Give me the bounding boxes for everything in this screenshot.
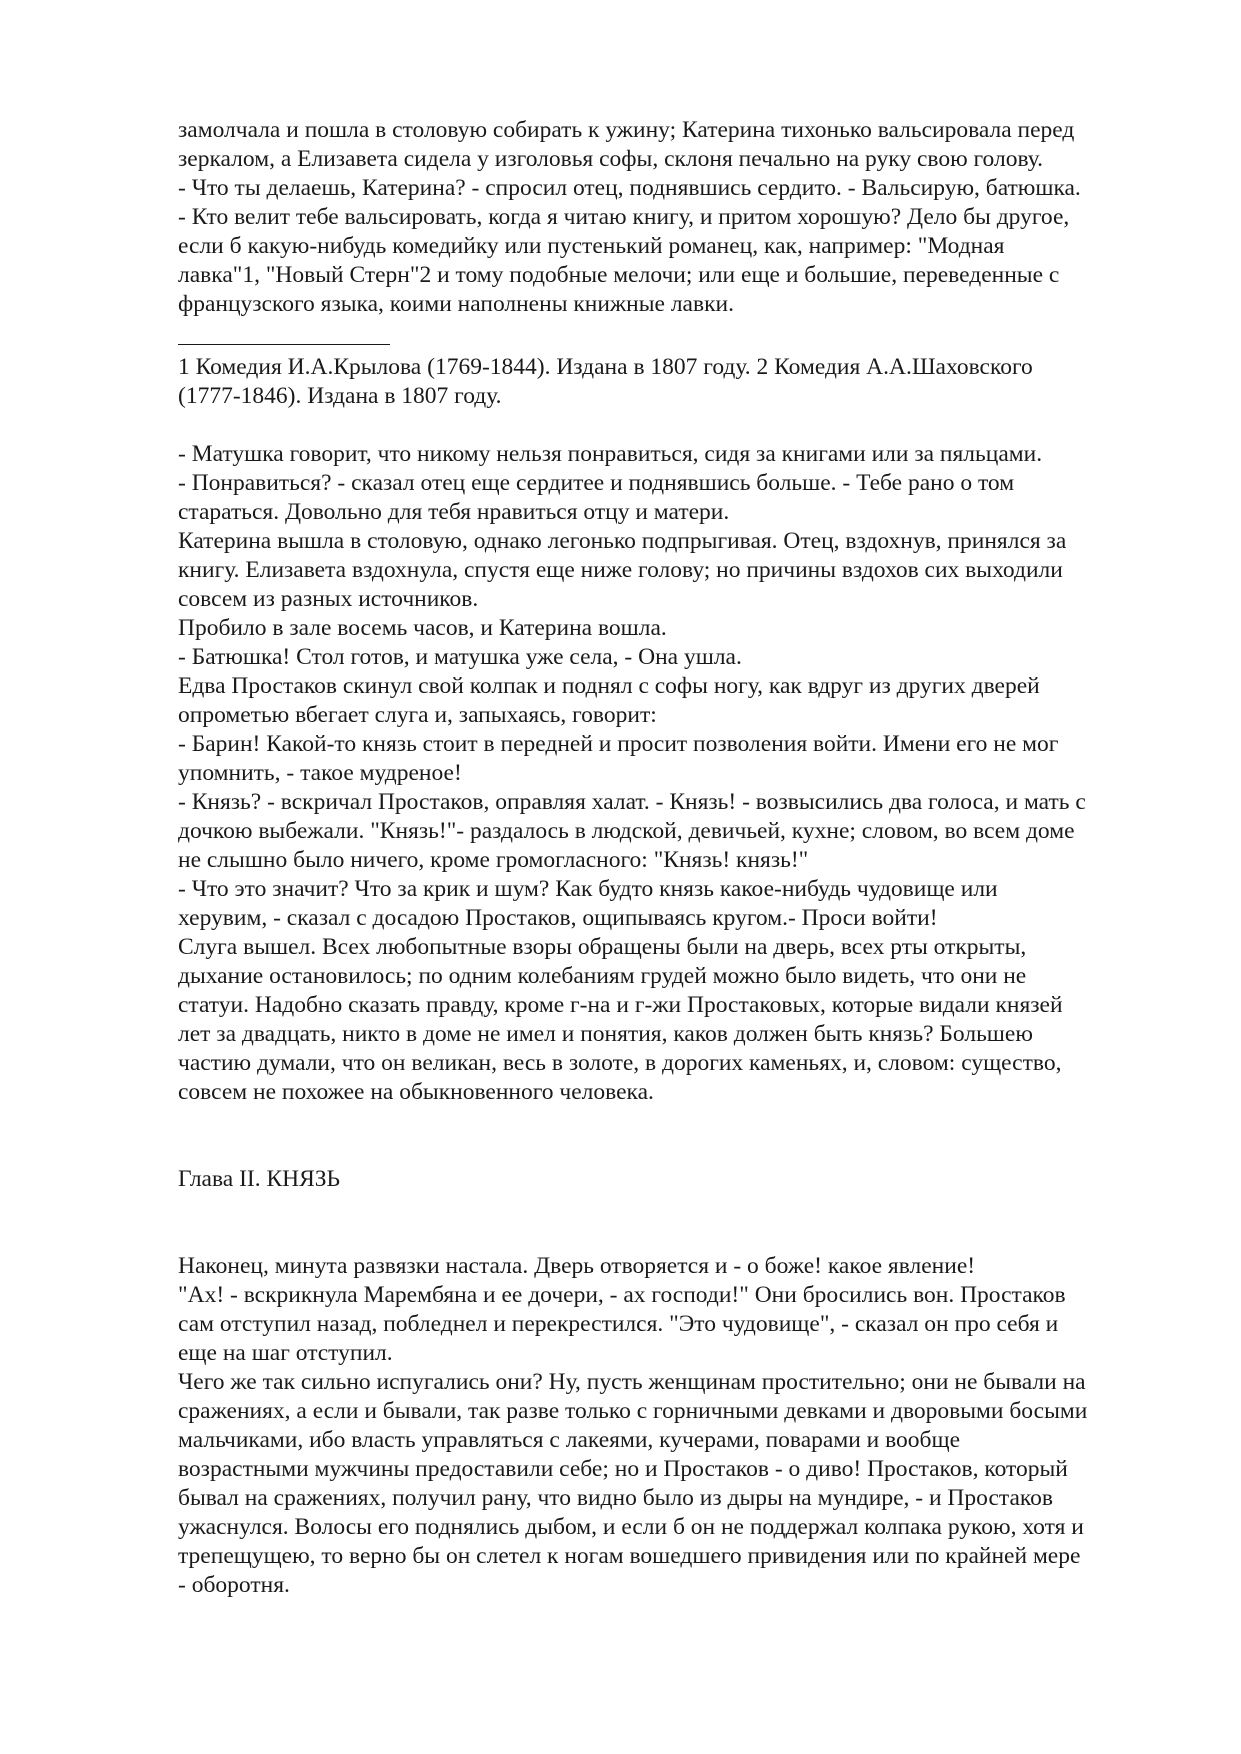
text-line: опрометью вбегает слуга и, запыхаясь, говорит: bbox=[178, 702, 657, 728]
footnote-line: (1777-1846). Издана в 1807 году. bbox=[178, 383, 502, 409]
text-line: Едва Простаков скинул свой колпак и поднял с софы ногу, как вдруг из других дверей bbox=[178, 673, 1040, 699]
text-line: упомнить, - такое мудреное! bbox=[178, 760, 462, 786]
text-line: - Князь? - вскричал Простаков, оправляя халат. - Князь! - возвысились два голоса, и мать с bbox=[178, 789, 1086, 815]
text-line: херувим, - сказал с досадою Простаков, ощипываясь кругом.- Проси войти! bbox=[178, 905, 938, 931]
text-line: Наконец, минута развязки настала. Дверь отворяется и - о боже! какое явление! bbox=[178, 1253, 976, 1279]
chapter-heading bbox=[178, 1165, 1163, 1194]
text-line: "Ах! - вскрикнула Марембяна и ее дочери, - ах господи!" Они бросились вон. Простаков bbox=[178, 1282, 1066, 1308]
document-page bbox=[178, 116, 1163, 1600]
text-line: - Что это значит? Что за крик и шум? Как будто князь какое-нибудь чудовище или bbox=[178, 876, 998, 902]
text-line: сам отступил назад, побледнел и перекрестился. "Это чудовище", - сказал он про себя и bbox=[178, 1311, 1059, 1337]
spacer bbox=[178, 411, 1163, 440]
text-line: - Кто велит тебе вальсировать, когда я читаю книгу, и притом хорошую? Дело бы другое, bbox=[178, 204, 1070, 230]
text-line: совсем не похожее на обыкновенного человека. bbox=[178, 1079, 654, 1105]
text-line: лавка"1, "Новый Стерн"2 и тому подобные мелочи; или еще и большие, переведенные с bbox=[178, 262, 1060, 288]
text-line: - Матушка говорит, что никому нельзя понравиться, сидя за книгами или за пяльцами. bbox=[178, 441, 1043, 467]
text-line: Катерина вышла в столовую, однако легонько подпрыгивая. Отец, вздохнув, принялся за bbox=[178, 528, 1067, 554]
text-line: - Что ты делаешь, Катерина? - спросил отец, поднявшись сердито. - Вальсирую, батюшка. bbox=[178, 175, 1081, 201]
footnote-block bbox=[178, 353, 1163, 411]
text-line: Слуга вышел. Всех любопытные взоры обращены были на дверь, всех рты открыты, bbox=[178, 934, 1027, 960]
text-line: книгу. Елизавета вздохнула, спустя еще ниже голову; но причины вздохов сих выходили bbox=[178, 557, 1063, 583]
spacer bbox=[178, 1107, 1163, 1165]
text-line: сражениях, а если и бывали, так разве только с горничными девками и дворовыми босыми bbox=[178, 1398, 1088, 1424]
text-line: французского языка, коими наполнены книжные лавки. bbox=[178, 291, 734, 317]
text-line: - Барин! Какой-то князь стоит в передней и просит позволения войти. Имени его не мог bbox=[178, 731, 1059, 757]
text-line: - Батюшка! Стол готов, и матушка уже села, - Она ушла. bbox=[178, 644, 742, 670]
text-line: статуи. Надобно сказать правду, кроме г-на и г-жи Простаковых, которые видали князей bbox=[178, 992, 1063, 1018]
text-line: возрастными мужчины предоставили себе; но и Простаков - о диво! Простаков, который bbox=[178, 1456, 1068, 1482]
text-line: дыхание остановилось; по одним колебаниям грудей можно было видеть, что они не bbox=[178, 963, 1027, 989]
text-line: мальчиками, ибо власть управляться с лакеями, кучерами, поварами и вообще bbox=[178, 1427, 961, 1453]
spacer bbox=[178, 319, 1163, 344]
text-line: трепещущею, то верно бы он слетел к ногам вошедшего привидения или по крайней мере bbox=[178, 1543, 1081, 1569]
text-line: если б какую-нибудь комедийку или пустенький романец, как, например: "Модная bbox=[178, 233, 1005, 259]
text-line: бывал на сражениях, получил рану, что видно было из дыры на мундире, - и Простаков bbox=[178, 1485, 1053, 1511]
text-line: дочкою выбежали. "Князь!"- раздалось в людской, девичьей, кухне; словом, во всем доме bbox=[178, 818, 1075, 844]
text-line: - оборотня. bbox=[178, 1572, 290, 1598]
text-line: замолчала и пошла в столовую собирать к ужину; Катерина тихонько вальсировала перед bbox=[178, 117, 1075, 143]
top-paragraph-block bbox=[178, 116, 1163, 319]
text-line: совсем из разных источников. bbox=[178, 586, 479, 612]
text-line: ужаснулся. Волосы его поднялись дыбом, и если б он не поддержал колпака рукою, хотя и bbox=[178, 1514, 1084, 1540]
bottom-paragraph-block bbox=[178, 1252, 1163, 1600]
middle-paragraph-block bbox=[178, 440, 1163, 1107]
text-line: стараться. Довольно для тебя нравиться отцу и матери. bbox=[178, 499, 730, 525]
text-line: еще на шаг отступил. bbox=[178, 1340, 393, 1366]
text-line: частию думали, что он великан, весь в золоте, в дорогих каменьях, и, словом: существо, bbox=[178, 1050, 1062, 1076]
text-line: лет за двадцать, никто в доме не имел и понятия, каков должен быть князь? Большею bbox=[178, 1021, 1033, 1047]
footnote-divider bbox=[178, 344, 390, 345]
text-line: Пробило в зале восемь часов, и Катерина вошла. bbox=[178, 615, 667, 641]
text-line: Чего же так сильно испугались они? Ну, пусть женщинам простительно; они не бывали на bbox=[178, 1369, 1086, 1395]
chapter-title: Глава II. КНЯЗЬ bbox=[178, 1166, 341, 1192]
text-line: зеркалом, а Елизавета сидела у изголовья софы, склоня печально на руку свою голову. bbox=[178, 146, 1044, 172]
text-line: не слышно было ничего, кроме громогласного: "Князь! князь!" bbox=[178, 847, 809, 873]
footnote-line: 1 Комедия И.А.Крылова (1769-1844). Издана в 1807 году. 2 Комедия А.А.Шаховского bbox=[178, 354, 1033, 380]
spacer bbox=[178, 1194, 1163, 1252]
text-line: - Понравиться? - сказал отец еще сердитее и поднявшись больше. - Тебе рано о том bbox=[178, 470, 1015, 496]
